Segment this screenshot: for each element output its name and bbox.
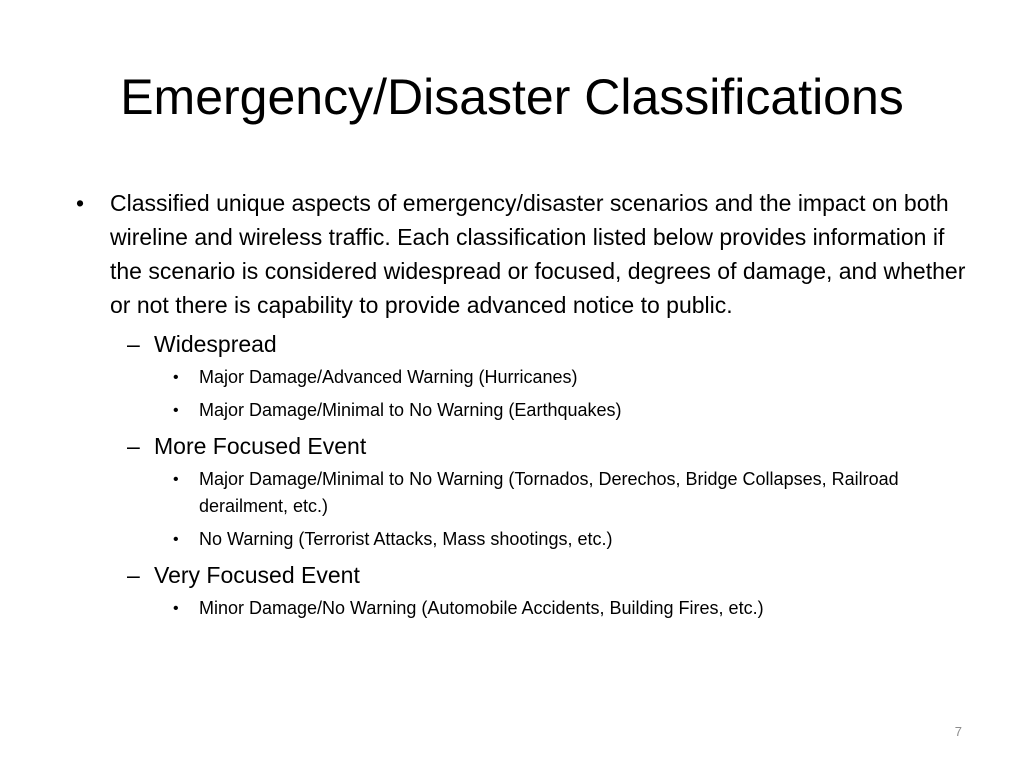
sub-bullet-icon: •: [173, 471, 179, 488]
group-heading-text: Widespread: [154, 331, 277, 357]
list-item-text: Major Damage/Minimal to No Warning (Tornados, Derechos, Bridge Collapses, Railroad derailment, etc.): [199, 469, 899, 516]
slide-title: Emergency/Disaster Classifications: [120, 69, 904, 125]
group-heading-very-focused: [127, 559, 970, 591]
dash-icon: –: [127, 562, 140, 588]
dash-icon: –: [127, 331, 140, 357]
list-item-text: Major Damage/Advanced Warning (Hurricanes): [199, 367, 578, 387]
intro-bullet: [70, 186, 970, 322]
page-number: 7: [954, 724, 962, 739]
sub-bullet-icon: •: [173, 600, 179, 617]
list-item: [173, 364, 970, 391]
group-heading-text: Very Focused Event: [154, 562, 360, 588]
sub-bullet-icon: •: [173, 402, 179, 419]
list-item: [173, 466, 970, 520]
sub-bullet-icon: •: [173, 531, 179, 548]
list-item: [173, 526, 970, 553]
intro-text: Classified unique aspects of emergency/disaster scenarios and the impact on both wireline and wireless traffic. Each classification listed below provides information if the scenario is considered widespread or focused, degrees of damage, and whether or not there is capability to provide advanced notice to public.: [110, 190, 966, 318]
list-item-text: Minor Damage/No Warning (Automobile Accidents, Building Fires, etc.): [199, 598, 764, 618]
group-heading-widespread: [127, 328, 970, 360]
list-item: [173, 397, 970, 424]
list-item-text: No Warning (Terrorist Attacks, Mass shootings, etc.): [199, 529, 613, 549]
list-item: [173, 595, 970, 622]
group-heading-more-focused: [127, 430, 970, 462]
dash-icon: –: [127, 433, 140, 459]
bullet-dot-icon: •: [75, 190, 85, 216]
list-item-text: Major Damage/Minimal to No Warning (Earthquakes): [199, 400, 622, 420]
group-heading-text: More Focused Event: [154, 433, 367, 459]
slide-body: [70, 186, 970, 628]
sub-bullet-icon: •: [173, 369, 179, 386]
